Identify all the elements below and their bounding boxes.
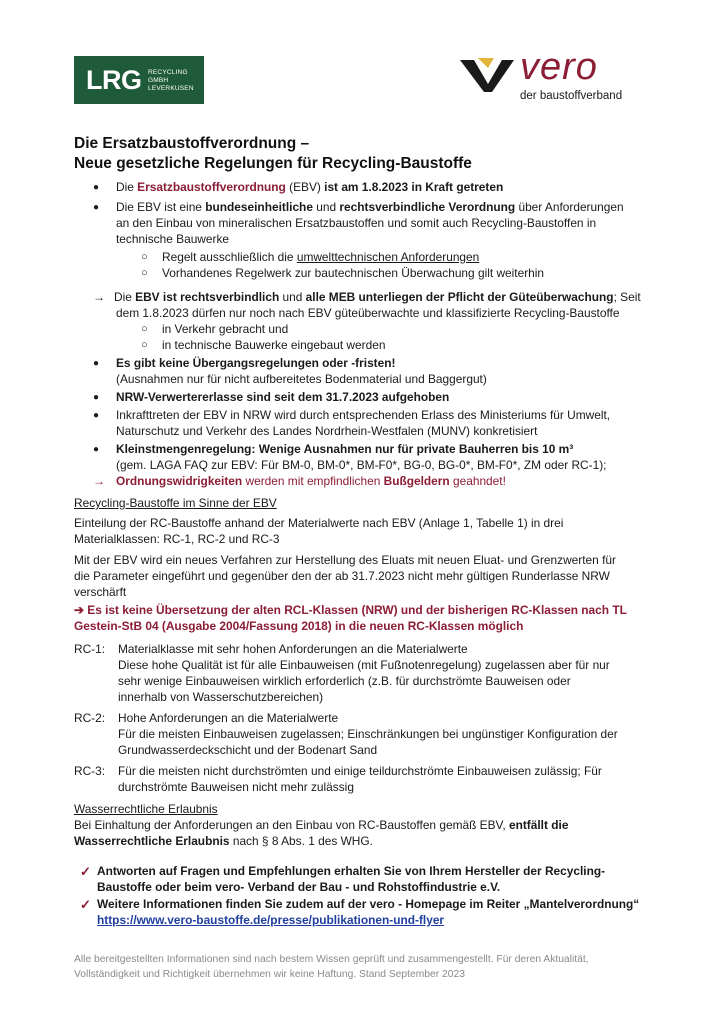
text-line: dem 1.8.2023 dürfen nur noch nach EBV güteüberwachte und klassifizierte Recycling-Baustoffe [116, 306, 620, 320]
text-line: Mit der EBV wird ein neues Verfahren zur Herstellung des Eluats mit neuen Eluat- und Grenzwerten für [74, 553, 616, 567]
lrg-logo-letters: LRG [86, 65, 142, 95]
rc1-text: Materialklasse mit sehr hohen Anforderungen an die Materialwerte [118, 642, 468, 656]
rc1-text: innerhalb von Wasserschutzbereichen) [118, 690, 324, 704]
lrg-logo-subtext [148, 69, 194, 93]
text-line: (Ausnahmen nur für nicht aufbereitetes Bodenmaterial und Baggergut) [116, 372, 487, 386]
vero-tagline: der baustoffverband [520, 90, 623, 102]
section-heading-water: Wasserrechtliche Erlaubnis [74, 802, 218, 816]
title-line: Neue gesetzliche Regelungen für Recycling-Baustoffe [74, 155, 472, 172]
text-line: an den Einbau von mineralischen Ersatzbaustoffen und somit auch Recycling-Baustoffen in [116, 216, 597, 230]
circle-bullet-icon: ○ [141, 251, 148, 263]
note-no-translation: ➔ Es ist keine Übersetzung der alten RCL-Klassen (NRW) und der bisherigen RC-Klassen nach TL [74, 603, 627, 617]
document-title [74, 134, 472, 174]
text-line: Einteilung der RC-Baustoffe anhand der Materialwerte nach EBV (Anlage 1, Tabelle 1) in drei [74, 516, 564, 530]
arrow-penalties: Ordnungswidrigkeiten werden mit empfindlichen Bußgeldern geahndet! [116, 474, 506, 488]
bullet-icon: ● [93, 410, 100, 421]
rc2-text: Grundwasserdeckschicht und der Bodenart Sand [118, 743, 378, 757]
text-line: Baustoffe oder beim vero- Verband der Bau - und Rohstoffindustrie e.V. [97, 880, 501, 894]
bullet-no-transition: Es gibt keine Übergangsregelungen oder -fristen! [116, 356, 396, 370]
rc2-text: Für die meisten Einbauweisen zugelassen; Einschränkungen bei ungünstiger Konfiguration der [118, 727, 618, 741]
vero-publications-link[interactable]: https://www.vero-baustoffe.de/presse/publikationen-und-flyer [97, 913, 445, 927]
rc1-text: sehr wenige Einbauweisen wirklich erforderlich (z.B. für durchströmte Bauweisen oder [118, 674, 571, 688]
sub-bullet-existing-rules: Vorhandenes Regelwerk zur bautechnischen Überwachung gilt weiterhin [162, 266, 545, 280]
sub-bullet: in technische Bauwerke eingebaut werden [162, 338, 386, 352]
text-line: Naturschutz und Verkehr des Landes Nordrhein-Westfalen (MUNV) konkretisiert [116, 424, 538, 438]
rc3-label: RC-3: [74, 764, 106, 778]
checkmark-icon: ✓ [80, 864, 91, 879]
lrg-logo-line: LEVERKUSEN [148, 85, 194, 92]
text-line: Materialklassen: RC-1, RC-2 und RC-3 [74, 532, 280, 546]
rc1-text: Diese hohe Qualität ist für alle Einbauweisen (mit Fußnotenregelung) zugelassen aber für nur [118, 658, 610, 672]
vero-wordmark: vero [520, 46, 598, 88]
circle-bullet-icon: ○ [141, 267, 148, 279]
circle-bullet-icon: ○ [141, 323, 148, 335]
bullet-icon: ● [93, 358, 100, 369]
water-text: Bei Einhaltung der Anforderungen an den Einbau von RC-Baustoffen gemäß EBV, entfällt die [74, 818, 569, 832]
bullet-nrw-decrees: NRW-Verwertererlasse sind seit dem 31.7.2023 aufgehoben [116, 390, 450, 404]
section-heading-rc: Recycling-Baustoffe im Sinne der EBV [74, 496, 277, 510]
bullet-ebv-definition: Die EBV ist eine bundeseinheitliche und rechtsverbindliche Verordnung über Anforderungen [116, 200, 624, 214]
arrow-ebv-binding: Die EBV ist rechtsverbindlich und alle MEB unterliegen der Pflicht der Güteüberwachung; Seit [114, 290, 641, 304]
bullet-icon: ● [93, 202, 100, 213]
footer-disclaimer: Alle bereitgestellten Informationen sind nach bestem Wissen geprüft und zusammengestellt. Für deren Aktualität, [74, 954, 589, 965]
arrow-right-icon: → [93, 474, 105, 488]
sub-bullet-environmental: Regelt ausschließlich die umwelttechnischen Anforderungen [162, 250, 480, 264]
lrg-logo [74, 56, 204, 104]
rc2-label: RC-2: [74, 711, 106, 725]
sub-bullet: in Verkehr gebracht und [162, 322, 289, 336]
text-line: Gestein-StB 04 (Ausgabe 2004/Fassung 2018) in die neuen RC-Klassen möglich [74, 619, 524, 633]
vero-mark-icon [458, 54, 518, 94]
lrg-logo-line: RECYCLING [148, 69, 188, 76]
rc3-text: Für die meisten nicht durchströmten und einige teildurchströmte Einbauweisen zulässig; Für [118, 764, 602, 778]
bullet-icon: ● [93, 182, 100, 193]
bullet-small-quantity: Kleinstmengenregelung: Wenige Ausnahmen nur für private Bauherren bis 10 m³ [116, 442, 574, 456]
arrow-right-icon: → [93, 290, 105, 304]
bullet-nrw-implementation: Inkrafttreten der EBV in NRW wird durch entsprechenden Erlass des Ministeriums für Umwelt, [116, 408, 611, 422]
check-contact-info: Antworten auf Fragen und Empfehlungen erhalten Sie von Ihrem Hersteller der Recycling- [97, 864, 606, 878]
rc1-label: RC-1: [74, 642, 106, 656]
bullet-icon: ● [93, 444, 100, 455]
arrow-right-icon: ➔ [74, 603, 84, 617]
circle-bullet-icon: ○ [141, 339, 148, 351]
bullet-ebv-in-force: Die Ersatzbaustoffverordnung (EBV) ist am 1.8.2023 in Kraft getreten [116, 180, 504, 194]
rc2-text: Hohe Anforderungen an die Materialwerte [118, 711, 339, 725]
title-line: Die Ersatzbaustoffverordnung – [74, 135, 310, 152]
water-text: Wasserrechtliche Erlaubnis nach § 8 Abs. 1 des WHG. [74, 834, 373, 848]
text-line: (gem. LAGA FAQ zur EBV: Für BM-0, BM-0*, BM-F0*, BG-0, BG-0*, BM-F0*, ZM oder RC-1); [116, 458, 607, 472]
text-line: verschärft [74, 585, 127, 599]
bullet-icon: ● [93, 392, 100, 403]
lrg-logo-line: GMBH [148, 77, 169, 84]
check-more-info: Weitere Informationen finden Sie zudem auf der vero - Homepage im Reiter „Mantelverordnung“ [97, 897, 640, 911]
text-line: technische Bauwerke [116, 232, 230, 246]
text-line: die Parameter eingeführt und gegenüber den der ab 31.7.2023 nicht mehr gültigen Runderlasse NRW [74, 569, 610, 583]
rc3-text: durchströmte Bauweisen nicht mehr zulässig [118, 780, 354, 794]
vero-logo [458, 46, 638, 110]
checkmark-icon: ✓ [80, 897, 91, 912]
footer-disclaimer: Vollständigkeit und Richtigkeit übernehmen wir keine Haftung. Stand September 2023 [74, 969, 465, 980]
